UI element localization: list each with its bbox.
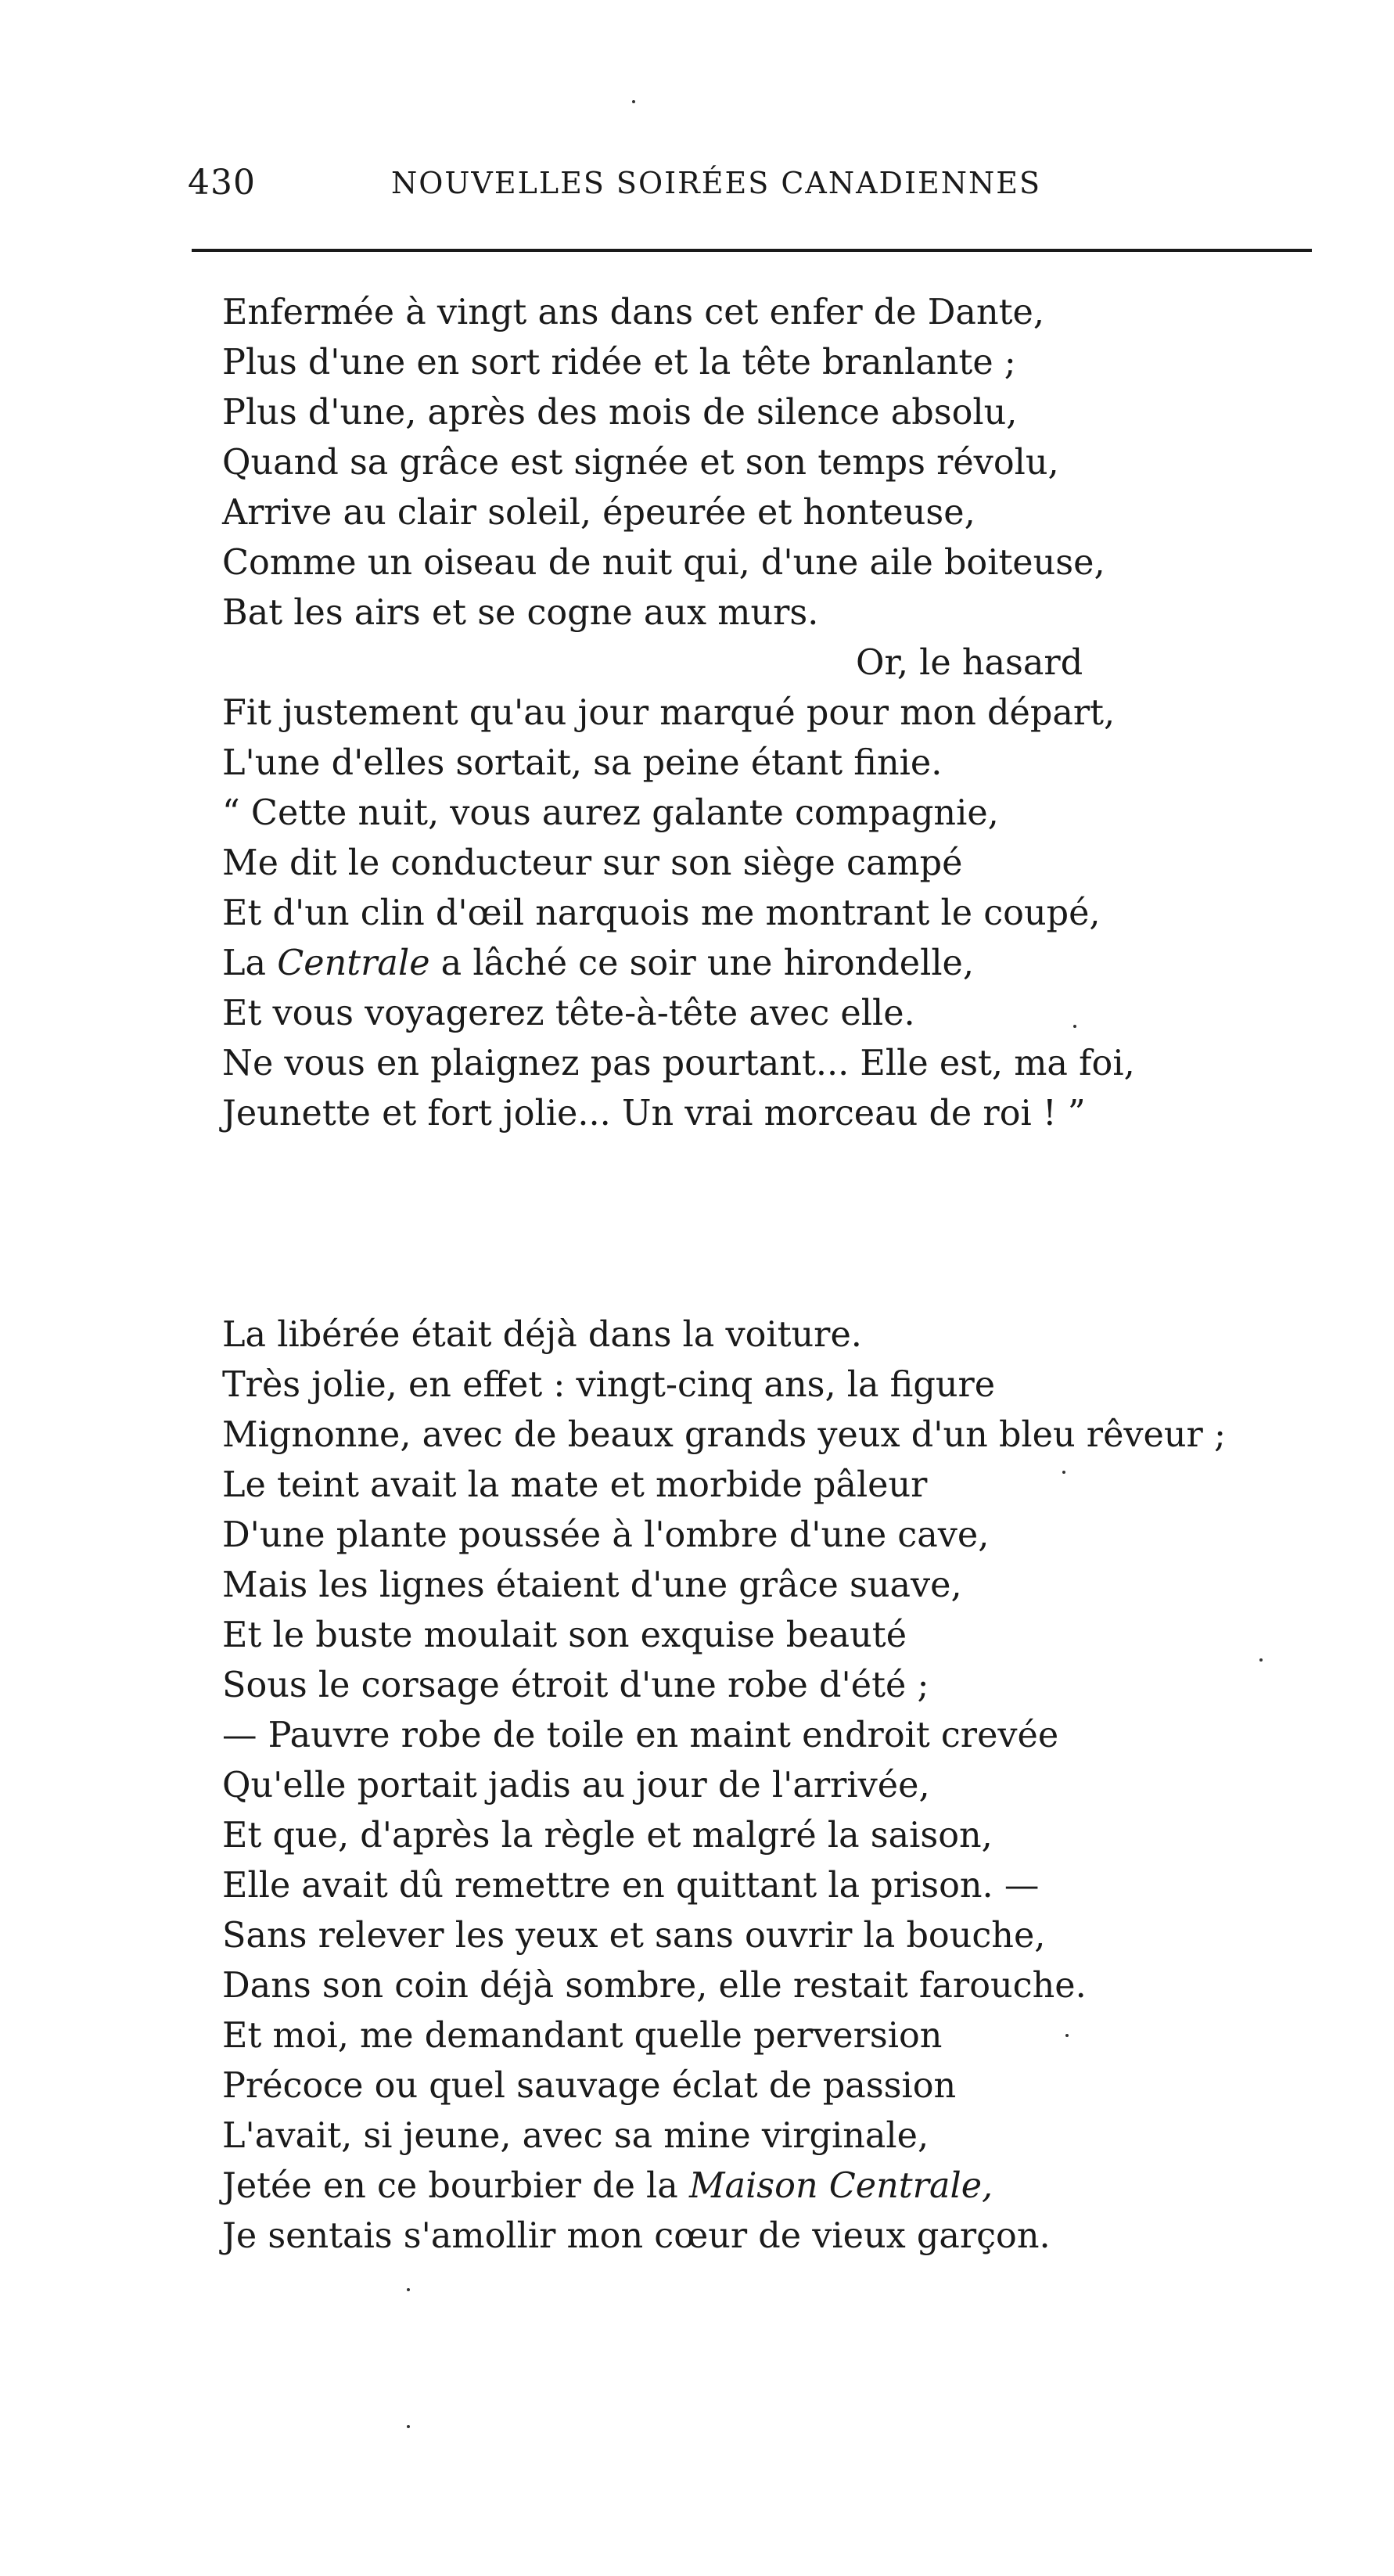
verse-line: Me dit le conducteur sur son siège campé (222, 843, 963, 883)
verse-line: Bat les airs et se cogne aux murs. (222, 593, 819, 633)
page-number: 430 (188, 163, 256, 203)
verse-line: Enfermée à vingt ans dans cet enfer de Dante, (222, 293, 1044, 332)
print-speck (407, 2288, 410, 2291)
verse-line: Plus d'une en sort ridée et la tête branlante ; (222, 343, 1016, 383)
verse-line: Comme un oiseau de nuit qui, d'une aile boiteuse, (222, 543, 1105, 583)
verse-line: Je sentais s'amollir mon cœur de vieux garçon. (222, 2216, 1051, 2256)
stanza-1 (222, 288, 1135, 1139)
verse-line: Et moi, me demandant quelle perversion (222, 2016, 943, 2056)
verse-line: Mais les lignes étaient d'une grâce suave, (222, 1565, 962, 1605)
verse-line: L'une d'elles sortait, sa peine étant finie. (222, 743, 943, 783)
italic-text: Maison Centrale, (688, 2166, 993, 2206)
verse-line: D'une plante poussée à l'ombre d'une cave, (222, 1515, 990, 1555)
print-speck (1073, 1025, 1076, 1028)
print-speck (632, 100, 635, 103)
verse-line: Quand sa grâce est signée et son temps révolu, (222, 443, 1059, 483)
verse-line: Sous le corsage étroit d'une robe d'été ; (222, 1665, 929, 1705)
verse-line: “ Cette nuit, vous aurez galante compagnie, (222, 793, 999, 833)
verse-line: Qu'elle portait jadis au jour de l'arrivée, (222, 1766, 930, 1805)
verse-line: — Pauvre robe de toile en maint endroit crevée (222, 1716, 1059, 1755)
verse-line: La libérée était déjà dans la voiture. (222, 1315, 862, 1355)
verse-line: Le teint avait la mate et morbide pâleur (222, 1465, 928, 1505)
verse-line: Sans relever les yeux et sans ouvrir la bouche, (222, 1916, 1046, 1956)
page-header (188, 163, 1119, 210)
verse-line: Dans son coin déjà sombre, elle restait farouche. (222, 1966, 1087, 2006)
verse-text: La (222, 943, 278, 983)
verse-line: Très jolie, en effet : vingt-cinq ans, la figure (222, 1365, 996, 1405)
verse-line (222, 2161, 1226, 2211)
verse-line: Et d'un clin d'œil narquois me montrant le coupé, (222, 893, 1101, 933)
header-rule (192, 249, 1312, 252)
verse-line: Précoce ou quel sauvage éclat de passion (222, 2066, 957, 2106)
italic-text: Centrale (277, 943, 430, 983)
print-speck (407, 2425, 410, 2428)
verse-text: Jetée en ce bourbier de la (222, 2166, 689, 2206)
print-speck (1259, 1658, 1263, 1662)
running-title: NOUVELLES SOIRÉES CANADIENNES (391, 166, 1042, 200)
print-speck (1065, 2034, 1069, 2037)
verse-line: Elle avait dû remettre en quittant la prison. — (222, 1866, 1040, 1906)
verse-line: Jeunette et fort jolie... Un vrai morceau de roi ! ” (222, 1094, 1086, 1134)
verse-text: a lâché ce soir une hirondelle, (429, 943, 975, 983)
verse-line: L'avait, si jeune, avec sa mine virginale, (222, 2116, 929, 2156)
verse-line: Et le buste moulait son exquise beauté (222, 1615, 907, 1655)
verse-line: Mignonne, avec de beaux grands yeux d'un bleu rêveur ; (222, 1415, 1226, 1455)
verse-line: Arrive au clair soleil, épeurée et honteuse, (222, 493, 975, 533)
verse-line: Plus d'une, après des mois de silence absolu, (222, 393, 1018, 433)
verse-line: Or, le hasard (856, 643, 1083, 683)
stanza-2 (222, 1310, 1226, 2262)
verse-line (222, 939, 1135, 989)
print-speck (1062, 1471, 1065, 1474)
verse-line: Ne vous en plaignez pas pourtant... Elle est, ma foi, (222, 1044, 1135, 1083)
verse-line: Fit justement qu'au jour marqué pour mon départ, (222, 693, 1116, 733)
verse-line: Et que, d'après la règle et malgré la saison, (222, 1816, 993, 1856)
verse-line: Et vous voyagerez tête-à-tête avec elle. (222, 993, 915, 1033)
